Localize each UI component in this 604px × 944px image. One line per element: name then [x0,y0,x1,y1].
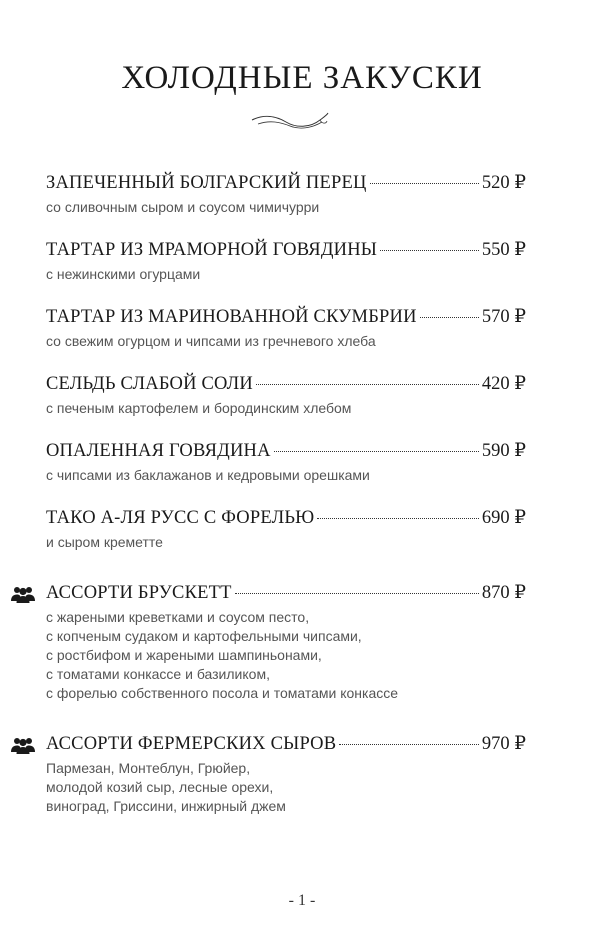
menu-item-price: 590 ₽ [481,441,526,461]
page-number: - 1 - [288,892,316,909]
menu-item-name: СЕЛЬДЬ СЛАБОЙ СОЛИ [46,374,253,394]
menu-item-name: АССОРТИ ФЕРМЕРСКИХ СЫРОВ [46,734,337,754]
menu-item [46,239,526,284]
group-icon [11,585,35,603]
menu-item-price: 520 ₽ [481,173,526,193]
leader-dots [380,250,479,251]
menu-item-description: и сыром креметте [46,534,163,550]
menu-item-price: 870 ₽ [481,583,526,603]
leader-dots [420,317,479,318]
menu-item-header [46,582,526,608]
leader-dots [317,518,478,519]
menu-item-name: ЗАПЕЧЕННЫЙ БОЛГАРСКИЙ ПЕРЕЦ [46,173,367,193]
menu-item-description: с чипсами из баклажанов и кедровыми орешками [46,467,370,483]
group-icon [11,736,35,754]
menu-item-description: молодой козий сыр, лесные орехи, [46,779,274,795]
menu-item-description: Пармезан, Монтеблун, Грюйер, [46,760,251,776]
leader-dots [274,451,479,452]
menu-item [46,306,526,351]
menu-item-description: с ростбифом и жареными шампиньонами, [46,647,322,663]
menu-list [46,172,526,846]
menu-item-description: с нежинскими огурцами [46,266,201,282]
menu-item-name: АССОРТИ БРУСКЕТТ [46,583,232,603]
menu-item-description: с томатами конкассе и базиликом, [46,666,270,682]
leader-dots [256,384,479,385]
menu-item-name: ОПАЛЕННАЯ ГОВЯДИНА [46,441,271,461]
menu-item-price: 690 ₽ [481,508,526,528]
menu-item-header [46,373,526,399]
menu-item-description: с жареными креветками и соусом песто, [46,609,310,625]
menu-item-description: с печеным картофелем и бородинским хлебом [46,400,352,416]
menu-item [46,172,526,217]
menu-item-price: 550 ₽ [481,240,526,260]
menu-item-price: 570 ₽ [481,307,526,327]
menu-item-header [46,239,526,265]
menu-item-description: виноград, Гриссини, инжирный джем [46,798,286,814]
menu-item-description: со свежим огурцом и чипсами из гречневого хлеба [46,333,376,349]
leader-dots [370,183,479,184]
menu-item-description: с форелью собственного посола и томатами конкассе [46,685,399,701]
page-title: ХОЛОДНЫЕ ЗАКУСКИ [121,60,483,96]
menu-item-price: 970 ₽ [481,734,526,754]
menu-item-header [46,172,526,198]
menu-item-name: ТАКО А-ЛЯ РУСС С ФОРЕЛЬЮ [46,508,315,528]
menu-item [46,582,526,703]
menu-item-name: ТАРТАР ИЗ МРАМОРНОЙ ГОВЯДИНЫ [46,240,378,260]
menu-item [46,507,526,552]
menu-item-header [46,507,526,533]
leader-dots [235,593,479,594]
menu-item [46,440,526,485]
leader-dots [339,744,479,745]
menu-item [46,733,526,816]
menu-item-header [46,306,526,332]
menu-item-header [46,440,526,466]
menu-item-description: со сливочным сыром и соусом чимичурри [46,199,320,215]
menu-item-header [46,733,526,759]
flourish-icon [250,110,330,132]
menu-item [46,373,526,418]
menu-item-price: 420 ₽ [481,374,526,394]
menu-item-description: с копченым судаком и картофельными чипсами, [46,628,362,644]
menu-item-name: ТАРТАР ИЗ МАРИНОВАННОЙ СКУМБРИИ [46,307,417,327]
